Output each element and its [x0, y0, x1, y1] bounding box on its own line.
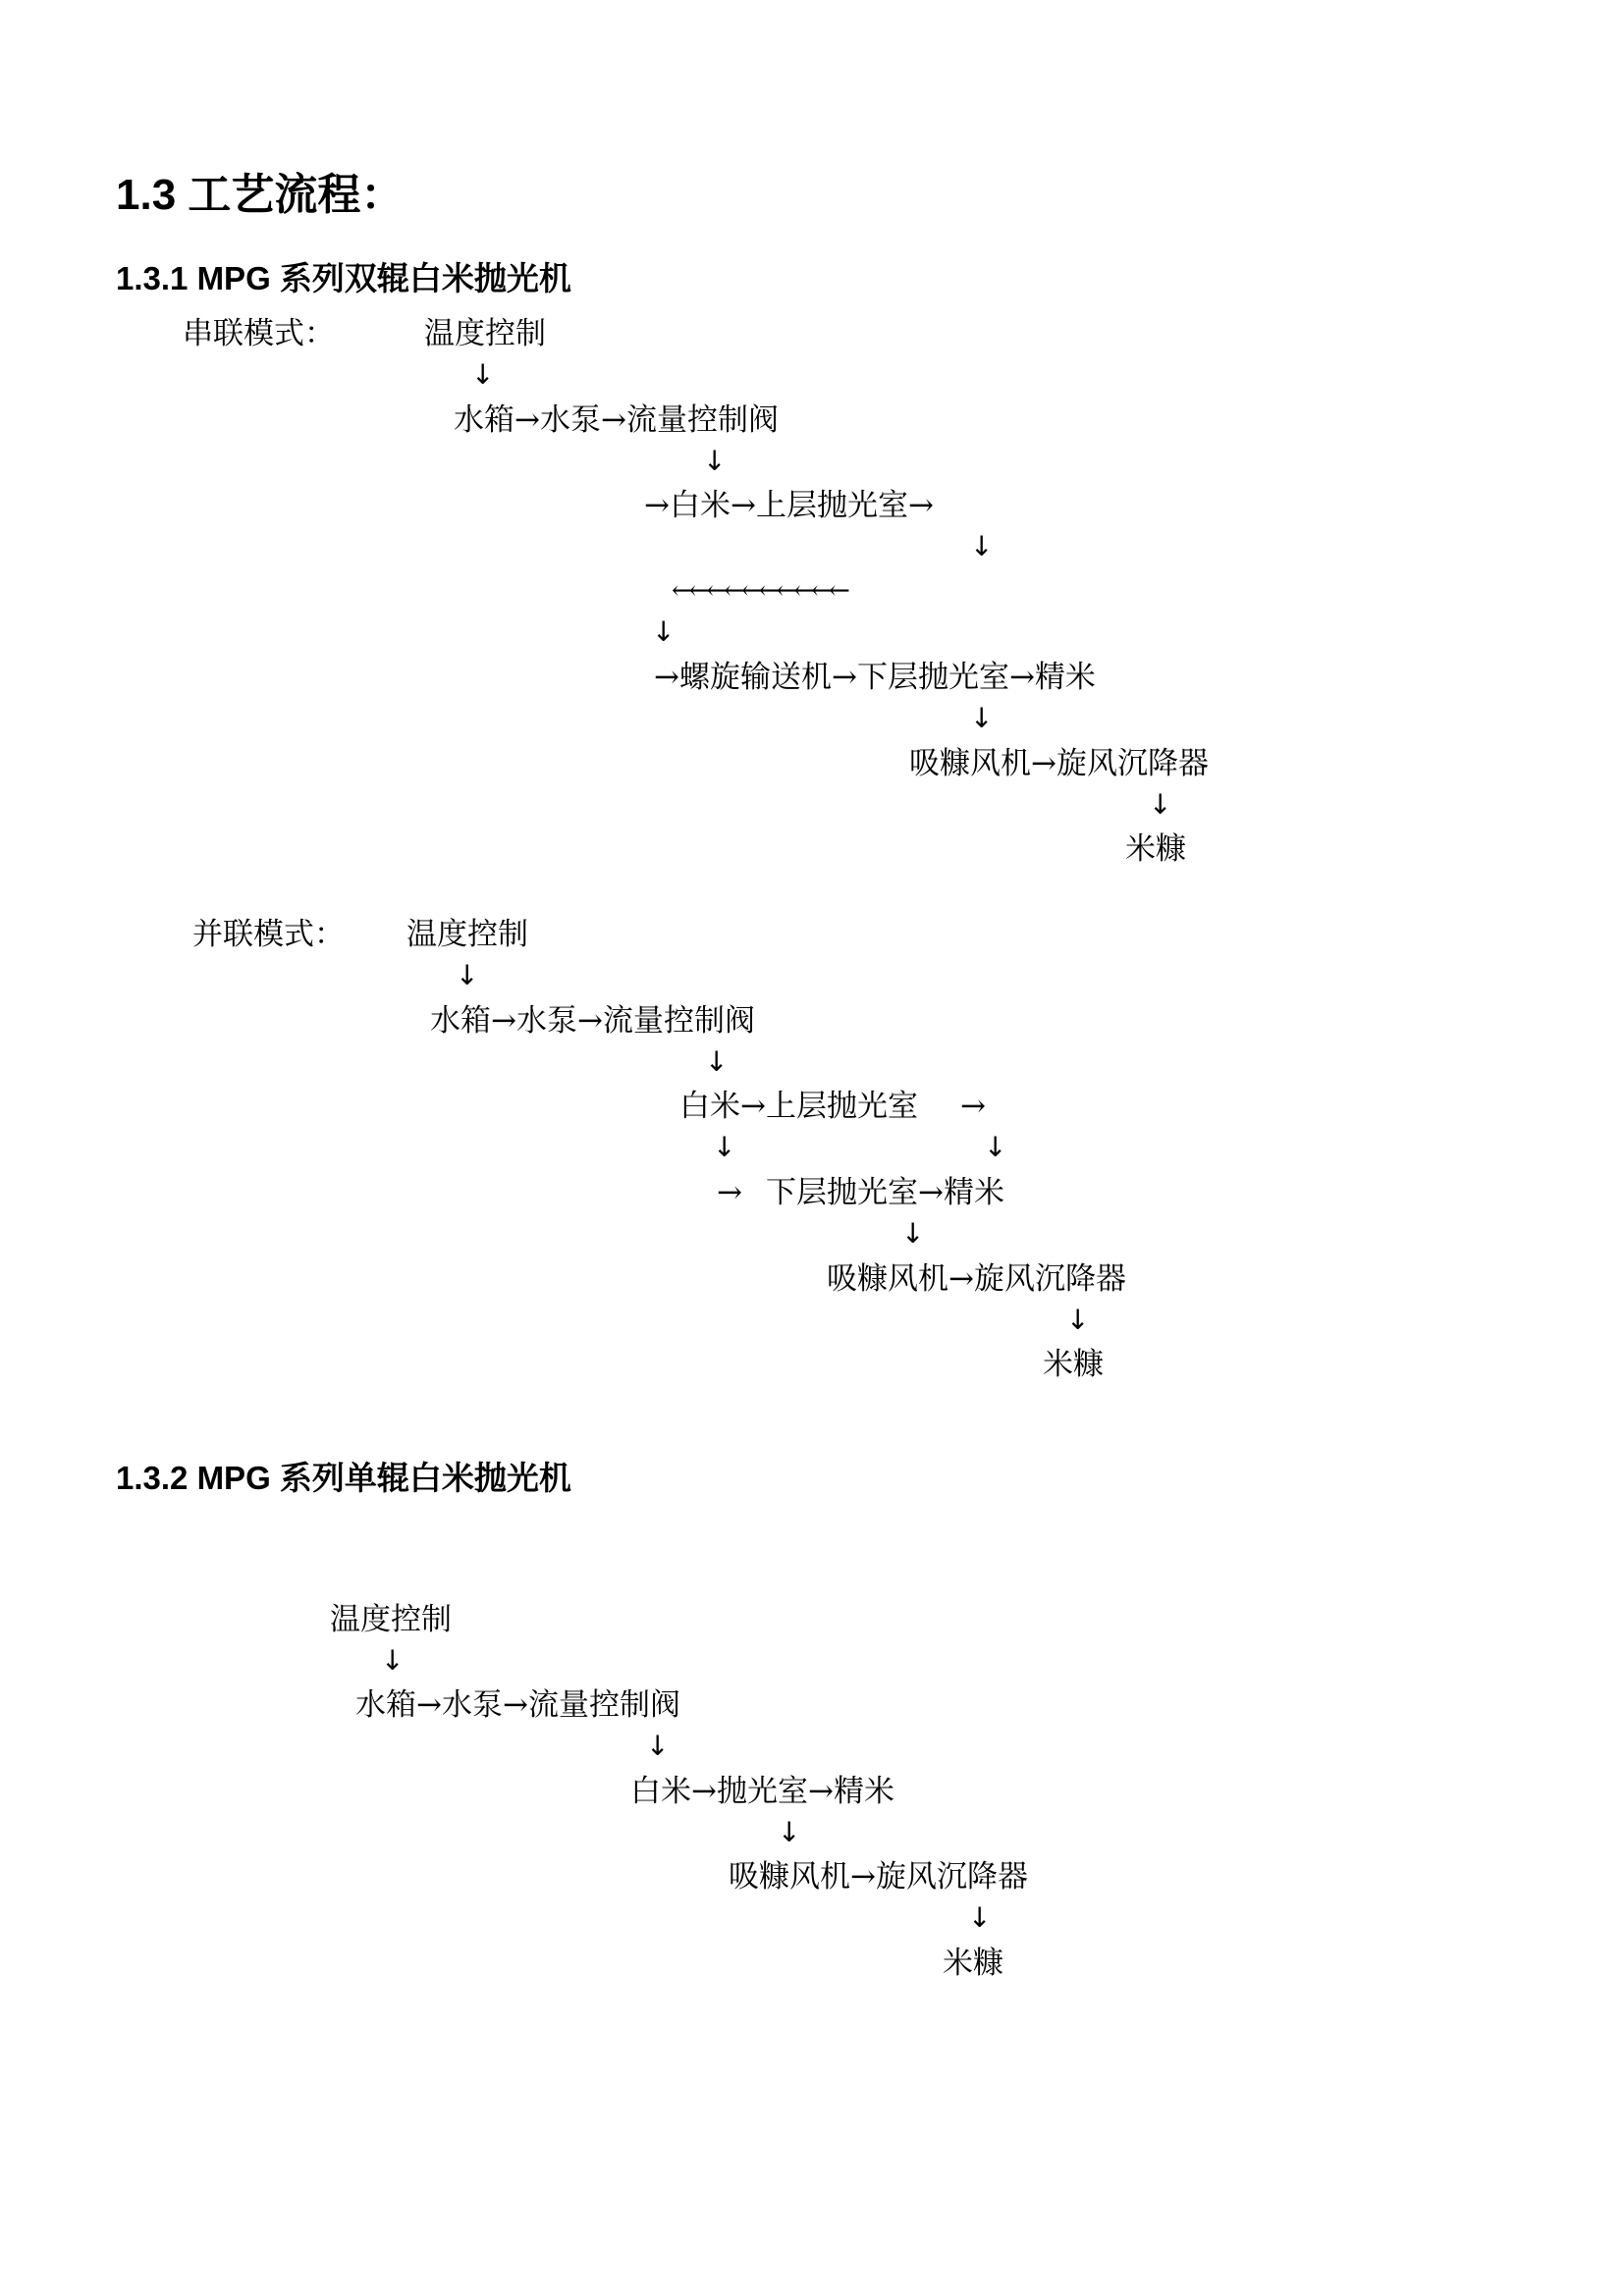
series-mode-label: 串联模式： — [183, 316, 335, 351]
flow-node-rice-bran: 米糠 — [1043, 1347, 1104, 1382]
down-arrow-icon: ↓ — [646, 1730, 670, 1762]
left-arrow-return-line: ←←←←←←←←←← — [672, 576, 846, 606]
subsection-title-double-roller: 1.3.1 MPG 系列双辊白米抛光机 — [116, 260, 571, 296]
parallel-mode-label: 并联模式： — [192, 917, 345, 952]
flow-line-lower-polishing: 下层抛光室→精米 — [766, 1175, 1004, 1210]
flow-line-water-supply: 水箱→水泵→流量控制阀 — [355, 1687, 680, 1723]
down-arrow-icon: ↓ — [968, 1901, 992, 1934]
down-arrow-icon: ↓ — [778, 1816, 801, 1848]
flow-node-rice-bran: 米糠 — [1125, 831, 1186, 867]
flow-node-temperature-control: 温度控制 — [330, 1602, 452, 1637]
flow-node-temperature-control: 温度控制 — [424, 316, 546, 351]
down-arrow-icon: ↓ — [381, 1644, 405, 1677]
flow-line-lower-polishing: →螺旋输送机→下层抛光室→精米 — [654, 660, 1096, 695]
flow-line-bran-fan: 吸糠风机→旋风沉降器 — [827, 1261, 1126, 1297]
right-arrow-icon: → — [960, 1089, 986, 1124]
flow-line-upper-polishing: →白米→上层抛光室→ — [644, 488, 934, 523]
down-arrow-icon: ↓ — [984, 1131, 1007, 1163]
flow-line-water-supply: 水箱→水泵→流量控制阀 — [430, 1003, 755, 1039]
flow-line-bran-fan: 吸糠风机→旋风沉降器 — [729, 1859, 1028, 1895]
down-arrow-icon: ↓ — [705, 1045, 729, 1078]
flow-line-bran-fan: 吸糠风机→旋风沉降器 — [909, 746, 1209, 781]
flow-line-upper-polishing: 白米→上层抛光室 — [679, 1089, 918, 1124]
down-arrow-icon: ↓ — [970, 702, 994, 734]
flow-line-water-supply: 水箱→水泵→流量控制阀 — [454, 402, 779, 438]
flow-node-temperature-control: 温度控制 — [406, 917, 528, 952]
subsection-title-single-roller: 1.3.2 MPG 系列单辊白米抛光机 — [116, 1460, 571, 1496]
down-arrow-icon: ↓ — [901, 1217, 925, 1250]
down-arrow-icon: ↓ — [703, 445, 727, 477]
section-heading: 1.3 工艺流程： — [116, 171, 405, 219]
down-arrow-icon: ↓ — [471, 358, 495, 391]
down-arrow-icon: ↓ — [970, 530, 994, 562]
down-arrow-icon: ↓ — [713, 1131, 736, 1163]
flow-line-polishing: 白米→抛光室→精米 — [630, 1774, 894, 1809]
down-arrow-icon: ↓ — [456, 959, 479, 991]
right-arrow-icon: → — [717, 1175, 742, 1210]
down-arrow-icon: ↓ — [652, 615, 676, 648]
down-arrow-icon: ↓ — [1066, 1304, 1090, 1336]
flow-node-rice-bran: 米糠 — [943, 1946, 1003, 1981]
down-arrow-icon: ↓ — [1149, 788, 1172, 821]
